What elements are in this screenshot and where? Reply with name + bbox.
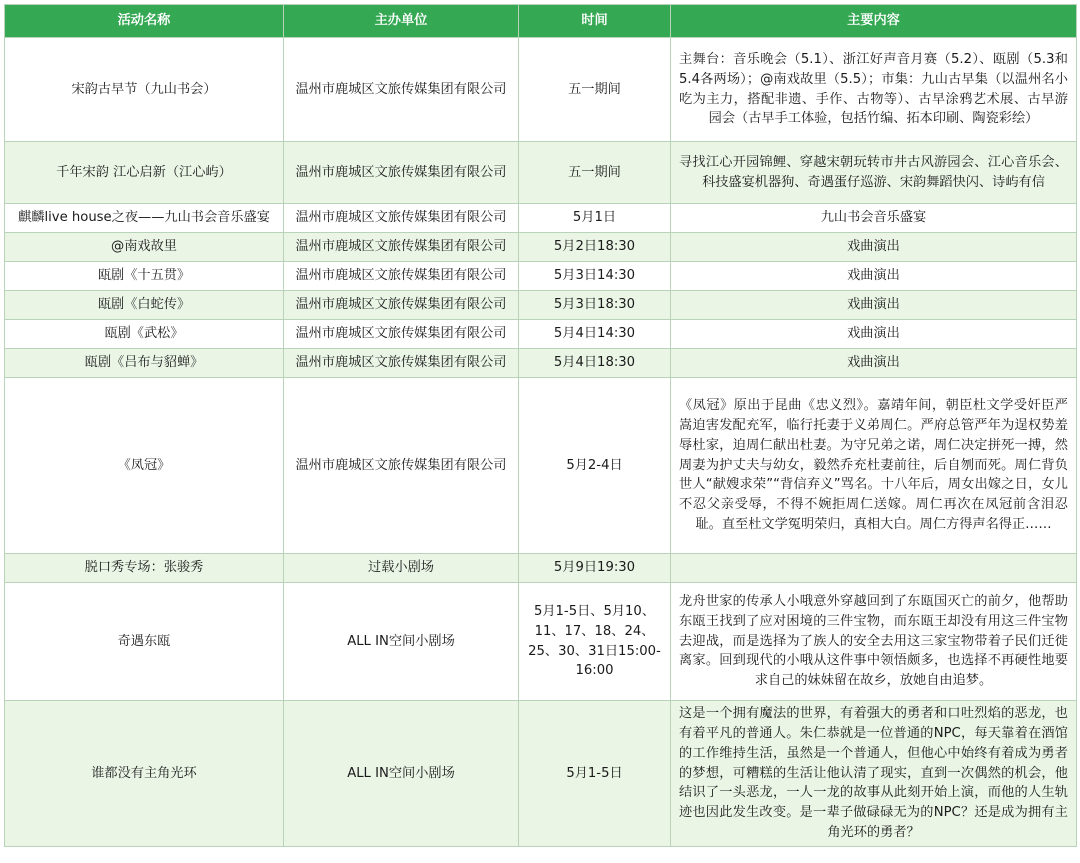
cell-content: 九山书会音乐盛宴 (671, 204, 1077, 233)
cell-content: 寻找江心开园锦鲤、穿越宋朝玩转市井古风游园会、江心音乐会、科技盛宴机器狗、奇遇蛋仔巡游、宋韵舞蹈快闪、诗屿有信 (671, 142, 1077, 204)
cell-activity-name: 瓯剧《十五贯》 (5, 262, 284, 291)
cell-content: 《凤冠》原出于昆曲《忠义烈》。嘉靖年间，朝臣杜文学受奸臣严嵩迫害发配充军，临行托妻于义弟周仁。严府总管严年为逞权势羞辱杜家，迫周仁献出杜妻。为守兄弟之诺，周仁决定拼死一搏，然周妻为护丈夫与幼女，毅然乔充杜妻前往，后自刎而死。周仁背负世人“献嫂求荣”“背信弃义”骂名。十八年后，周女出嫁之日，女儿不忍父亲受辱，不得不婉拒周仁送嫁。周仁再次在凤冠前含泪忍耻。直至杜文学冤明荣归，真相大白。周仁方得声名得正…… (671, 378, 1077, 554)
table-row (5, 320, 1077, 349)
table-row (5, 554, 1077, 583)
cell-time: 五一期间 (519, 142, 671, 204)
cell-activity-name: 宋韵古早节（九山书会） (5, 38, 284, 142)
cell-content: 龙舟世家的传承人小哦意外穿越回到了东瓯国灭亡的前夕，他帮助东瓯王找到了应对困境的三件宝物，而东瓯王却没有用这三件宝物去迎战，而是选择为了族人的安全去用这三家宝物带着子民们迁徙离家。回到现代的小哦从这件事中领悟颇多，也选择不再硬性地要求自己的妹妹留在故乡，放她自由追梦。 (671, 583, 1077, 701)
cell-organizer: 温州市鹿城区文旅传媒集团有限公司 (284, 204, 519, 233)
cell-activity-name: 瓯剧《吕布与貂蝉》 (5, 349, 284, 378)
cell-content: 戏曲演出 (671, 291, 1077, 320)
table-row (5, 38, 1077, 142)
cell-content: 主舞台：音乐晚会（5.1）、浙江好声音月赛（5.2）、瓯剧（5.3和5.4各两场）；@南戏故里（5.5）；市集：九山古早集（以温州名小吃为主力，搭配非遗、手作、古物等）、古早涂鸦艺术展、古早游园会（古早手工体验，包括竹编、拓本印刷、陶瓷彩绘） (671, 38, 1077, 142)
cell-organizer: 温州市鹿城区文旅传媒集团有限公司 (284, 233, 519, 262)
cell-time: 5月3日14:30 (519, 262, 671, 291)
cell-time: 5月3日18:30 (519, 291, 671, 320)
cell-content: 戏曲演出 (671, 320, 1077, 349)
cell-time: 5月4日14:30 (519, 320, 671, 349)
header-content: 主要内容 (671, 5, 1077, 38)
cell-organizer: 温州市鹿城区文旅传媒集团有限公司 (284, 291, 519, 320)
cell-activity-name: @南戏故里 (5, 233, 284, 262)
cell-time: 5月1日 (519, 204, 671, 233)
cell-content: 这是一个拥有魔法的世界，有着强大的勇者和口吐烈焰的恶龙，也有着平凡的普通人。朱仁恭就是一位普通的NPC，每天靠着在酒馆的工作维持生活，虽然是一个普通人，但他心中始终有着成为勇者的梦想，可糟糕的生活让他认清了现实，直到一次偶然的机会，他结识了一头恶龙，一人一龙的故事从此刻开始上演，而他的人生轨迹也因此发生改变。是一辈子做碌碌无为的NPC？还是成为拥有主角光环的勇者？ (671, 701, 1077, 847)
cell-activity-name: 脱口秀专场：张骏秀 (5, 554, 284, 583)
header-row (5, 5, 1077, 38)
table-row (5, 262, 1077, 291)
cell-content: 戏曲演出 (671, 262, 1077, 291)
cell-organizer: 温州市鹿城区文旅传媒集团有限公司 (284, 142, 519, 204)
cell-time: 5月2-4日 (519, 378, 671, 554)
cell-organizer: 温州市鹿城区文旅传媒集团有限公司 (284, 378, 519, 554)
cell-time: 5月9日19:30 (519, 554, 671, 583)
table-row (5, 142, 1077, 204)
cell-time: 5月1-5日、5月10、11、17、18、24、25、30、31日15:00-16:00 (519, 583, 671, 701)
cell-activity-name: 奇遇东瓯 (5, 583, 284, 701)
cell-activity-name: 瓯剧《白蛇传》 (5, 291, 284, 320)
cell-organizer: ALL IN空间小剧场 (284, 701, 519, 847)
cell-organizer: 温州市鹿城区文旅传媒集团有限公司 (284, 349, 519, 378)
cell-time: 5月1-5日 (519, 701, 671, 847)
cell-organizer: 温州市鹿城区文旅传媒集团有限公司 (284, 320, 519, 349)
cell-organizer: ALL IN空间小剧场 (284, 583, 519, 701)
table-row (5, 349, 1077, 378)
cell-content (671, 554, 1077, 583)
table-row (5, 233, 1077, 262)
cell-content: 戏曲演出 (671, 233, 1077, 262)
cell-activity-name: 麒麟live house之夜——九山书会音乐盛宴 (5, 204, 284, 233)
table-row (5, 701, 1077, 847)
table-header (5, 5, 1077, 38)
cell-time: 五一期间 (519, 38, 671, 142)
cell-time: 5月2日18:30 (519, 233, 671, 262)
table-row (5, 204, 1077, 233)
cell-activity-name: 千年宋韵 江心启新（江心屿） (5, 142, 284, 204)
cell-activity-name: 谁都没有主角光环 (5, 701, 284, 847)
cell-activity-name: 瓯剧《武松》 (5, 320, 284, 349)
cell-time: 5月4日18:30 (519, 349, 671, 378)
header-activity-name: 活动名称 (5, 5, 284, 38)
cell-organizer: 温州市鹿城区文旅传媒集团有限公司 (284, 262, 519, 291)
cell-organizer: 温州市鹿城区文旅传媒集团有限公司 (284, 38, 519, 142)
cell-content: 戏曲演出 (671, 349, 1077, 378)
header-organizer: 主办单位 (284, 5, 519, 38)
table-row (5, 583, 1077, 701)
cell-activity-name: 《凤冠》 (5, 378, 284, 554)
table-row (5, 378, 1077, 554)
header-time: 时间 (519, 5, 671, 38)
cell-organizer: 过载小剧场 (284, 554, 519, 583)
table-row (5, 291, 1077, 320)
table-body (5, 38, 1077, 847)
events-table (4, 4, 1077, 847)
